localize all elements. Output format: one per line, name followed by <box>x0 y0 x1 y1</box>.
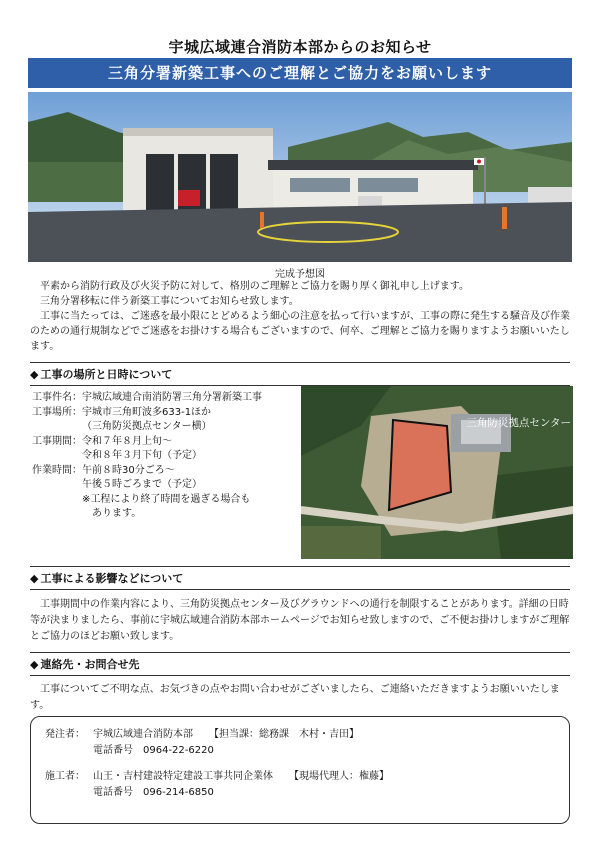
orderer-phone: 電話番号 0964-22-6220 <box>93 745 214 756</box>
hours-end: 午後５時ごろまで（予定） <box>82 479 202 490</box>
builder-person: 【現場代理人：権藤】 <box>289 771 389 782</box>
section-title: 連絡先・お問合せ先 <box>40 658 140 671</box>
intro-line-2: 三角分署移転に伴う新築工事についてお知らせ致します。 <box>40 296 299 307</box>
detail-label: 工事場所： <box>32 406 82 418</box>
intro-text <box>30 279 570 354</box>
builder-name: 山王・吉村建設特定建設工事共同企業体 <box>93 771 273 782</box>
intro-line-3: 工事に当たっては、ご迷惑を最小限にとどめるよう細心の注意を払って行いますが、工事の際に発生する騒音及び作業のための通行規制などでご迷惑をお掛けする場合もございますので、何卒、ご理解とご協力を賜りますようお願いいたします。 <box>30 311 570 352</box>
impact-text: 工事期間中の作業内容により、三角防災拠点センター及びグラウンドへの通行を制限することがあります。詳細の日時等が決まりましたら、事前に宇城広域連合消防本部ホームページでお知らせ致しますので、ご不便お掛けしますがご理解とご協力のほどお願い致します。 <box>30 599 570 642</box>
contact-box <box>30 716 570 824</box>
hours-note: ※工程により終了時間を過ぎる場合も <box>82 493 251 505</box>
diamond-icon: ◆ <box>30 368 39 381</box>
intro-line-1: 平素から消防行政及び火災予防に対して、格別のご理解とご協力を賜り厚く御礼申し上げます。 <box>40 281 469 292</box>
map-label: 三角防災拠点センター <box>466 417 571 429</box>
detail-label: 作業時間： <box>32 464 82 476</box>
orderer-person: 【担当課：総務課 木村・吉田】 <box>209 729 359 740</box>
diamond-icon: ◆ <box>30 572 39 585</box>
section-heading-place-time <box>30 362 570 386</box>
project-name: 宇城広域連合南消防署三角分署新築工事 <box>82 392 262 403</box>
diamond-icon: ◆ <box>30 658 39 671</box>
construction-details <box>32 391 300 522</box>
aerial-photo-image <box>301 386 573 559</box>
builder-label: 施工者： <box>45 771 85 782</box>
hours-note-cont: あります。 <box>92 508 142 519</box>
section-title: 工事の場所と日時について <box>40 368 173 381</box>
contact-text: 工事についてご不明な点、お気づきの点やお問い合わせがございましたら、ご連絡いただきますようお願いいたします。 <box>30 684 560 711</box>
hours-start: 午前８時30分ごろ～ <box>82 464 175 476</box>
hero-caption: 完成予想図 <box>275 269 325 280</box>
project-place: 宇城市三角町波多633-1ほか <box>82 406 212 418</box>
section-heading-impact <box>30 566 570 590</box>
title-banner: 三角分署新築工事へのご理解とご協力をお願いします <box>28 58 572 88</box>
orderer-label: 発注者： <box>45 729 85 740</box>
hero-rendering <box>28 92 572 262</box>
detail-label: 工事期間： <box>32 435 82 447</box>
org-title: 宇城広域連合消防本部からのお知らせ <box>168 38 432 56</box>
orderer-name: 宇城広域連合消防本部 <box>93 729 193 740</box>
period-end: 令和８年３月下旬（予定） <box>82 450 202 461</box>
builder-phone: 電話番号 096-214-6850 <box>93 787 214 798</box>
section-title: 工事による影響などについて <box>40 572 184 585</box>
station-rendering-image <box>28 92 572 262</box>
detail-label: 工事件名： <box>32 392 82 403</box>
project-place-note: （三角防災拠点センター横） <box>82 421 212 432</box>
period-start: 令和７年８月上旬～ <box>82 435 172 447</box>
site-map <box>301 386 573 559</box>
section-heading-contact <box>30 652 570 676</box>
